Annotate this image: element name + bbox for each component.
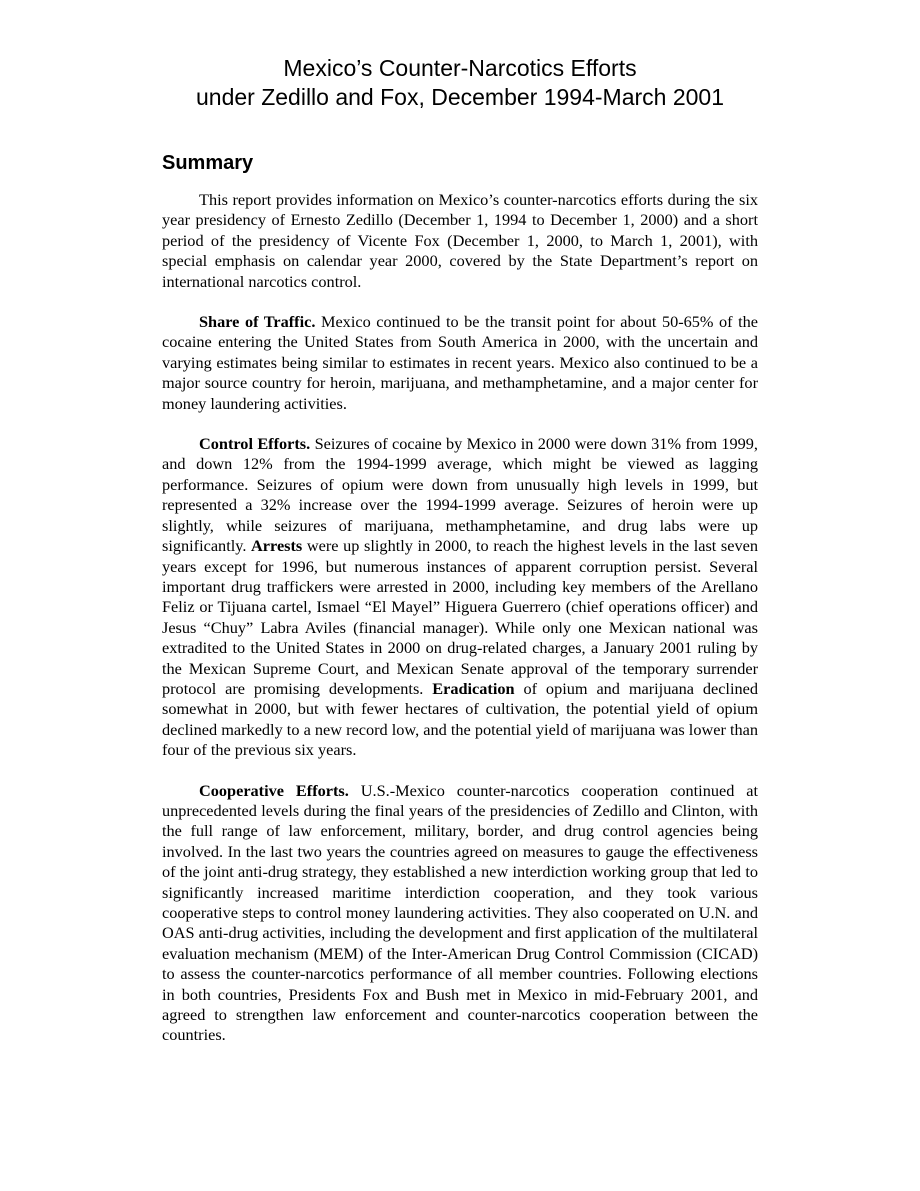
cooperative-efforts-paragraph [162, 781, 758, 1046]
control-efforts-label: Control Efforts. [199, 434, 311, 454]
title-line-2: under Zedillo and Fox, December 1994-March 2001 [195, 84, 724, 110]
title-line-1: Mexico’s Counter-Narcotics Efforts [283, 55, 637, 81]
document-title [162, 54, 758, 112]
document-page [162, 54, 758, 1046]
cooperative-efforts-text: U.S.-Mexico counter-narcotics cooperation continued at unprecedented levels during the final years of the presidencies of Zedillo and Clinton, with the full range of law enforcement, military, border, and drug control agencies being involved. In the last two years the countries agreed on measures to gauge the effectiveness of the joint anti-drug strategy, they established a new interdiction working group that led to significantly increased maritime interdiction cooperation, and they took various cooperative steps to control money laundering activities. They also cooperated on U.N. and OAS anti-drug activities, including the development and first application of the multilateral evaluation mechanism (MEM) of the Inter-American Drug Control Commission (CICAD) to assess the counter-narcotics performance of all member countries. Following elections in both countries, Presidents Fox and Bush met in Mexico in mid-February 2001, and agreed to strengthen law enforcement and counter-narcotics cooperation between the countries. [162, 780, 759, 1045]
control-efforts-text-3: of opium and marijuana declined somewhat in 2000, but with fewer hectares of cultivation, the potential yield of opium declined markedly to a new record low, and the potential yield of marijuana was lower than four of the previous six years. [162, 678, 758, 760]
cooperative-efforts-label: Cooperative Efforts. [199, 780, 349, 800]
share-of-traffic-text: Mexico continued to be the transit point for about 50-65% of the cocaine entering the United States from South America in 2000, with the uncertain and varying estimates being similar to estimates in recent years. Mexico also continued to be a major source country for heroin, marijuana, and methamphetamine, and a major center for money laundering activities. [162, 312, 759, 413]
summary-heading: Summary [162, 152, 254, 174]
control-efforts-text-2: were up slightly in 2000, to reach the highest levels in the last seven years except for 1996, but numerous instances of apparent corruption persist. Several important drug traffickers were arrested in 2000, including key members of the Arellano Feliz or Tijuana cartel, Ismael “El Mayel” Higuera Guerrero (chief operations officer) and Jesus “Chuy” Labra Aviles (financial manager). While only one Mexican national was extradited to the United States in 2000 on drug-related charges, a January 2001 ruling by the Mexican Supreme Court, and Mexican Senate approval of the temporary surrender protocol are promising developments. [162, 536, 758, 698]
intro-paragraph: This report provides information on Mexico’s counter-narcotics efforts during the six year presidency of Ernesto Zedillo (December 1, 1994 to December 1, 2000) and a short period of the presidency of Vicente Fox (December 1, 2000, to March 1, 2001), with special emphasis on calendar year 2000, covered by the State Department’s report on international narcotics control. [162, 190, 758, 291]
share-of-traffic-paragraph [162, 312, 758, 414]
eradication-label: Eradication [432, 678, 515, 698]
share-of-traffic-label: Share of Traffic. [199, 312, 316, 332]
control-efforts-paragraph [162, 434, 758, 761]
control-efforts-text-1: Seizures of cocaine by Mexico in 2000 were down 31% from 1999, and down 12% from the 1994-1999 average, which might be viewed as lagging performance. Seizures of opium were down from unusually high levels in 1999, but represented a 32% increase over the 1994-1999 average. Seizures of heroin were up slightly, while seizures of marijuana, methamphetamine, and drug labs were up significantly. [162, 434, 758, 556]
arrests-label: Arrests [251, 536, 303, 556]
